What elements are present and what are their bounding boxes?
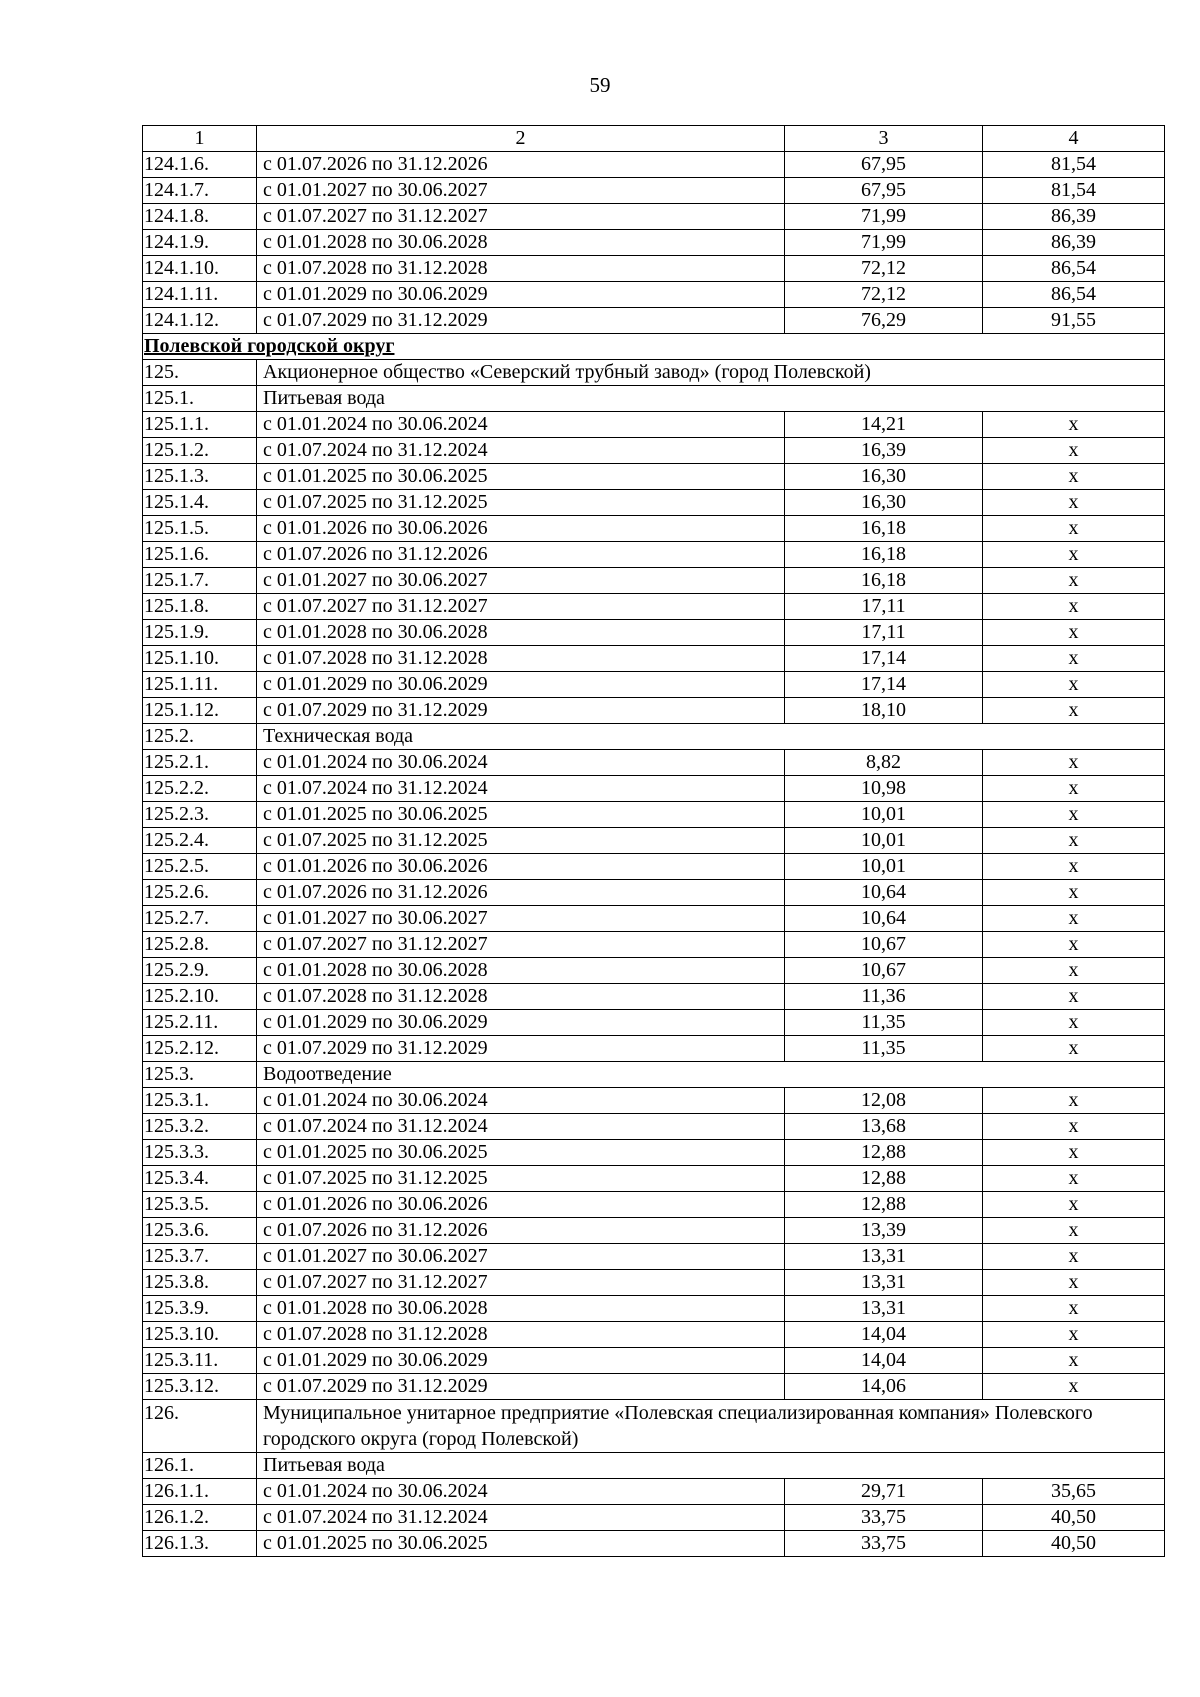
table-row <box>143 880 1165 906</box>
row-code: 125.2.4. <box>143 828 257 854</box>
table-row <box>143 152 1165 178</box>
group-title: Питьевая вода <box>257 1453 1165 1479</box>
row-value-3: 10,01 <box>785 828 983 854</box>
row-period: с 01.07.2027 по 31.12.2027 <box>257 1270 785 1296</box>
row-code: 126. <box>143 1400 257 1453</box>
row-code: 125.3.12. <box>143 1374 257 1400</box>
row-period: с 01.01.2026 по 30.06.2026 <box>257 854 785 880</box>
row-period: с 01.01.2025 по 30.06.2025 <box>257 1531 785 1557</box>
row-period: с 01.07.2025 по 31.12.2025 <box>257 490 785 516</box>
row-code: 124.1.6. <box>143 152 257 178</box>
row-value-4: х <box>983 880 1165 906</box>
row-period: с 01.01.2029 по 30.06.2029 <box>257 282 785 308</box>
row-code: 125.2.11. <box>143 1010 257 1036</box>
row-period: с 01.07.2024 по 31.12.2024 <box>257 776 785 802</box>
group-title: Питьевая вода <box>257 386 1165 412</box>
row-value-4: х <box>983 1036 1165 1062</box>
row-value-4: х <box>983 1114 1165 1140</box>
table-row <box>143 412 1165 438</box>
row-value-4: 86,54 <box>983 282 1165 308</box>
row-code: 124.1.7. <box>143 178 257 204</box>
row-code: 125.3.4. <box>143 1166 257 1192</box>
row-period: с 01.01.2028 по 30.06.2028 <box>257 1296 785 1322</box>
row-value-4: х <box>983 1218 1165 1244</box>
row-value-4: х <box>983 1296 1165 1322</box>
row-period: с 01.07.2028 по 31.12.2028 <box>257 256 785 282</box>
row-code: 124.1.12. <box>143 308 257 334</box>
table-row <box>143 958 1165 984</box>
row-period: с 01.07.2024 по 31.12.2024 <box>257 1505 785 1531</box>
row-value-4: х <box>983 568 1165 594</box>
row-value-3: 13,31 <box>785 1296 983 1322</box>
row-period: с 01.01.2029 по 30.06.2029 <box>257 1010 785 1036</box>
row-value-3: 10,01 <box>785 854 983 880</box>
row-code: 125.3.8. <box>143 1270 257 1296</box>
row-code: 126.1. <box>143 1453 257 1479</box>
table-row <box>143 802 1165 828</box>
row-value-3: 12,08 <box>785 1088 983 1114</box>
table-row <box>143 1244 1165 1270</box>
row-value-4: х <box>983 984 1165 1010</box>
row-code: 125.3.10. <box>143 1322 257 1348</box>
row-code: 125.1.5. <box>143 516 257 542</box>
row-code: 125.3.7. <box>143 1244 257 1270</box>
table-row <box>143 620 1165 646</box>
row-period: с 01.01.2027 по 30.06.2027 <box>257 568 785 594</box>
table-row <box>143 854 1165 880</box>
row-code: 125.3.5. <box>143 1192 257 1218</box>
row-value-3: 16,18 <box>785 516 983 542</box>
table-row <box>143 438 1165 464</box>
row-period: с 01.01.2027 по 30.06.2027 <box>257 906 785 932</box>
row-value-4: 81,54 <box>983 178 1165 204</box>
row-code: 125.2.12. <box>143 1036 257 1062</box>
row-period: с 01.07.2026 по 31.12.2026 <box>257 152 785 178</box>
row-value-4: х <box>983 412 1165 438</box>
row-value-3: 17,11 <box>785 620 983 646</box>
row-value-4: х <box>983 542 1165 568</box>
row-value-3: 14,06 <box>785 1374 983 1400</box>
table-row <box>143 672 1165 698</box>
row-value-3: 10,64 <box>785 880 983 906</box>
row-period: с 01.07.2026 по 31.12.2026 <box>257 880 785 906</box>
row-value-4: х <box>983 1088 1165 1114</box>
table-row <box>143 906 1165 932</box>
row-value-4: х <box>983 828 1165 854</box>
row-value-4: х <box>983 698 1165 724</box>
row-code: 125.2.10. <box>143 984 257 1010</box>
table-row <box>143 1479 1165 1505</box>
row-period: с 01.07.2027 по 31.12.2027 <box>257 932 785 958</box>
row-code: 125.3.2. <box>143 1114 257 1140</box>
row-period: с 01.01.2027 по 30.06.2027 <box>257 1244 785 1270</box>
group-row <box>143 1453 1165 1479</box>
column-header-3: 3 <box>785 126 983 152</box>
row-value-3: 12,88 <box>785 1192 983 1218</box>
row-value-3: 10,01 <box>785 802 983 828</box>
row-period: с 01.07.2028 по 31.12.2028 <box>257 646 785 672</box>
row-value-3: 11,36 <box>785 984 983 1010</box>
tariff-table-body <box>143 126 1165 1557</box>
row-value-4: х <box>983 1010 1165 1036</box>
row-value-4: х <box>983 854 1165 880</box>
row-value-4: х <box>983 646 1165 672</box>
row-value-3: 76,29 <box>785 308 983 334</box>
table-row <box>143 1348 1165 1374</box>
row-value-4: х <box>983 1244 1165 1270</box>
row-value-3: 14,04 <box>785 1348 983 1374</box>
row-code: 125.2.7. <box>143 906 257 932</box>
row-value-4: 35,65 <box>983 1479 1165 1505</box>
row-period: с 01.01.2029 по 30.06.2029 <box>257 1348 785 1374</box>
row-value-4: х <box>983 932 1165 958</box>
table-row <box>143 204 1165 230</box>
table-row <box>143 516 1165 542</box>
row-value-4: х <box>983 438 1165 464</box>
row-code: 125.1.12. <box>143 698 257 724</box>
group-title: Техническая вода <box>257 724 1165 750</box>
row-period: с 01.01.2025 по 30.06.2025 <box>257 464 785 490</box>
row-value-4: х <box>983 1270 1165 1296</box>
table-row <box>143 568 1165 594</box>
row-code: 125.1.10. <box>143 646 257 672</box>
table-row <box>143 646 1165 672</box>
table-row <box>143 1088 1165 1114</box>
table-row <box>143 308 1165 334</box>
row-period: с 01.01.2026 по 30.06.2026 <box>257 516 785 542</box>
row-period: с 01.07.2029 по 31.12.2029 <box>257 1374 785 1400</box>
table-row <box>143 594 1165 620</box>
group-row <box>143 386 1165 412</box>
table-row <box>143 1140 1165 1166</box>
row-value-3: 71,99 <box>785 204 983 230</box>
row-value-3: 17,11 <box>785 594 983 620</box>
row-value-3: 10,64 <box>785 906 983 932</box>
table-row <box>143 1531 1165 1557</box>
row-code: 125.2.8. <box>143 932 257 958</box>
row-value-3: 72,12 <box>785 282 983 308</box>
row-period: с 01.07.2026 по 31.12.2026 <box>257 542 785 568</box>
row-value-4: х <box>983 1322 1165 1348</box>
page-number: 59 <box>589 73 611 97</box>
table-row <box>143 1505 1165 1531</box>
row-value-4: 86,39 <box>983 230 1165 256</box>
row-value-3: 13,68 <box>785 1114 983 1140</box>
table-row <box>143 1322 1165 1348</box>
row-code: 126.1.1. <box>143 1479 257 1505</box>
row-value-4: х <box>983 776 1165 802</box>
row-value-3: 11,35 <box>785 1036 983 1062</box>
group-row <box>143 1400 1165 1453</box>
row-value-4: х <box>983 516 1165 542</box>
row-code: 124.1.8. <box>143 204 257 230</box>
row-value-3: 8,82 <box>785 750 983 776</box>
row-value-3: 16,30 <box>785 490 983 516</box>
row-code: 125.1.7. <box>143 568 257 594</box>
row-value-3: 13,31 <box>785 1270 983 1296</box>
row-value-3: 72,12 <box>785 256 983 282</box>
row-value-4: х <box>983 750 1165 776</box>
row-code: 125.1.6. <box>143 542 257 568</box>
row-code: 124.1.9. <box>143 230 257 256</box>
group-row <box>143 360 1165 386</box>
row-code: 125.2.6. <box>143 880 257 906</box>
row-value-3: 71,99 <box>785 230 983 256</box>
table-row <box>143 1010 1165 1036</box>
table-row <box>143 828 1165 854</box>
table-row <box>143 1114 1165 1140</box>
row-value-4: х <box>983 802 1165 828</box>
row-period: с 01.07.2029 по 31.12.2029 <box>257 698 785 724</box>
row-value-3: 67,95 <box>785 152 983 178</box>
table-row <box>143 1166 1165 1192</box>
row-value-3: 12,88 <box>785 1166 983 1192</box>
row-code: 125.2.5. <box>143 854 257 880</box>
column-header-2: 2 <box>257 126 785 152</box>
table-row <box>143 178 1165 204</box>
row-code: 124.1.11. <box>143 282 257 308</box>
row-value-3: 14,21 <box>785 412 983 438</box>
column-header-4: 4 <box>983 126 1165 152</box>
row-value-4: х <box>983 672 1165 698</box>
table-row <box>143 932 1165 958</box>
row-value-4: 81,54 <box>983 152 1165 178</box>
row-period: с 01.01.2028 по 30.06.2028 <box>257 230 785 256</box>
row-value-4: х <box>983 1192 1165 1218</box>
row-value-3: 33,75 <box>785 1531 983 1557</box>
row-period: с 01.07.2025 по 31.12.2025 <box>257 828 785 854</box>
table-row <box>143 1374 1165 1400</box>
row-period: с 01.07.2028 по 31.12.2028 <box>257 984 785 1010</box>
row-period: с 01.01.2029 по 30.06.2029 <box>257 672 785 698</box>
table-header-row <box>143 126 1165 152</box>
row-period: с 01.07.2027 по 31.12.2027 <box>257 204 785 230</box>
row-value-4: 91,55 <box>983 308 1165 334</box>
group-row <box>143 724 1165 750</box>
section-heading: Полевской городской округ <box>143 334 1165 360</box>
row-code: 125.2.1. <box>143 750 257 776</box>
row-value-4: х <box>983 906 1165 932</box>
table-row <box>143 750 1165 776</box>
row-value-3: 17,14 <box>785 672 983 698</box>
row-period: с 01.01.2024 по 30.06.2024 <box>257 412 785 438</box>
row-value-3: 18,10 <box>785 698 983 724</box>
section-heading-row <box>143 334 1165 360</box>
row-value-4: х <box>983 1348 1165 1374</box>
row-value-4: х <box>983 594 1165 620</box>
row-period: с 01.07.2028 по 31.12.2028 <box>257 1322 785 1348</box>
row-value-4: 40,50 <box>983 1531 1165 1557</box>
row-period: с 01.07.2025 по 31.12.2025 <box>257 1166 785 1192</box>
row-code: 125.1.8. <box>143 594 257 620</box>
row-period: с 01.01.2024 по 30.06.2024 <box>257 1088 785 1114</box>
row-value-3: 10,67 <box>785 932 983 958</box>
row-value-3: 11,35 <box>785 1010 983 1036</box>
column-header-1: 1 <box>143 126 257 152</box>
row-code: 125.3.11. <box>143 1348 257 1374</box>
table-row <box>143 256 1165 282</box>
group-title: Водоотведение <box>257 1062 1165 1088</box>
row-code: 125.3.6. <box>143 1218 257 1244</box>
tariff-table <box>142 125 1165 1557</box>
row-code: 125.1.9. <box>143 620 257 646</box>
row-code: 125.2. <box>143 724 257 750</box>
row-period: с 01.01.2028 по 30.06.2028 <box>257 958 785 984</box>
row-value-3: 12,88 <box>785 1140 983 1166</box>
row-code: 125.1.1. <box>143 412 257 438</box>
row-period: с 01.07.2029 по 31.12.2029 <box>257 308 785 334</box>
row-period: с 01.01.2024 по 30.06.2024 <box>257 750 785 776</box>
row-code: 125. <box>143 360 257 386</box>
table-row <box>143 698 1165 724</box>
group-row <box>143 1062 1165 1088</box>
row-value-3: 33,75 <box>785 1505 983 1531</box>
row-code: 125.3.9. <box>143 1296 257 1322</box>
row-value-3: 16,30 <box>785 464 983 490</box>
table-row <box>143 1218 1165 1244</box>
row-value-4: х <box>983 1140 1165 1166</box>
row-value-3: 10,67 <box>785 958 983 984</box>
row-code: 125.2.2. <box>143 776 257 802</box>
row-period: с 01.01.2026 по 30.06.2026 <box>257 1192 785 1218</box>
table-row <box>143 1036 1165 1062</box>
row-code: 124.1.10. <box>143 256 257 282</box>
row-code: 125.1.2. <box>143 438 257 464</box>
row-period: с 01.01.2024 по 30.06.2024 <box>257 1479 785 1505</box>
table-row <box>143 464 1165 490</box>
row-code: 125.1.11. <box>143 672 257 698</box>
row-period: с 01.07.2026 по 31.12.2026 <box>257 1218 785 1244</box>
table-row <box>143 1296 1165 1322</box>
group-title: Муниципальное унитарное предприятие «Полевская специализированная компания» Полевского городского округа (город Полевской) <box>257 1400 1165 1453</box>
row-period: с 01.07.2024 по 31.12.2024 <box>257 1114 785 1140</box>
row-value-4: х <box>983 490 1165 516</box>
row-value-3: 16,39 <box>785 438 983 464</box>
group-title: Акционерное общество «Северский трубный завод» (город Полевской) <box>257 360 1165 386</box>
row-code: 125.1.3. <box>143 464 257 490</box>
table-row <box>143 1270 1165 1296</box>
row-period: с 01.07.2027 по 31.12.2027 <box>257 594 785 620</box>
row-value-3: 13,31 <box>785 1244 983 1270</box>
row-value-4: х <box>983 958 1165 984</box>
row-code: 125.3.3. <box>143 1140 257 1166</box>
row-value-4: х <box>983 620 1165 646</box>
row-code: 125.1.4. <box>143 490 257 516</box>
row-value-4: х <box>983 1374 1165 1400</box>
row-value-3: 10,98 <box>785 776 983 802</box>
row-period: с 01.07.2024 по 31.12.2024 <box>257 438 785 464</box>
table-row <box>143 542 1165 568</box>
table-row <box>143 776 1165 802</box>
row-code: 125.3.1. <box>143 1088 257 1114</box>
row-value-3: 16,18 <box>785 542 983 568</box>
row-code: 125.2.3. <box>143 802 257 828</box>
row-code: 125.3. <box>143 1062 257 1088</box>
row-value-4: 86,54 <box>983 256 1165 282</box>
row-period: с 01.07.2029 по 31.12.2029 <box>257 1036 785 1062</box>
row-value-3: 14,04 <box>785 1322 983 1348</box>
row-value-4: х <box>983 464 1165 490</box>
row-code: 126.1.3. <box>143 1531 257 1557</box>
row-value-3: 16,18 <box>785 568 983 594</box>
row-code: 125.1. <box>143 386 257 412</box>
row-value-4: х <box>983 1166 1165 1192</box>
table-row <box>143 282 1165 308</box>
row-period: с 01.01.2028 по 30.06.2028 <box>257 620 785 646</box>
row-period: с 01.01.2025 по 30.06.2025 <box>257 1140 785 1166</box>
row-code: 126.1.2. <box>143 1505 257 1531</box>
table-row <box>143 984 1165 1010</box>
row-period: с 01.01.2027 по 30.06.2027 <box>257 178 785 204</box>
row-period: с 01.01.2025 по 30.06.2025 <box>257 802 785 828</box>
table-row <box>143 230 1165 256</box>
table-row <box>143 490 1165 516</box>
row-value-3: 29,71 <box>785 1479 983 1505</box>
row-value-3: 13,39 <box>785 1218 983 1244</box>
row-value-3: 17,14 <box>785 646 983 672</box>
row-value-4: 40,50 <box>983 1505 1165 1531</box>
row-code: 125.2.9. <box>143 958 257 984</box>
table-row <box>143 1192 1165 1218</box>
row-value-4: 86,39 <box>983 204 1165 230</box>
row-value-3: 67,95 <box>785 178 983 204</box>
